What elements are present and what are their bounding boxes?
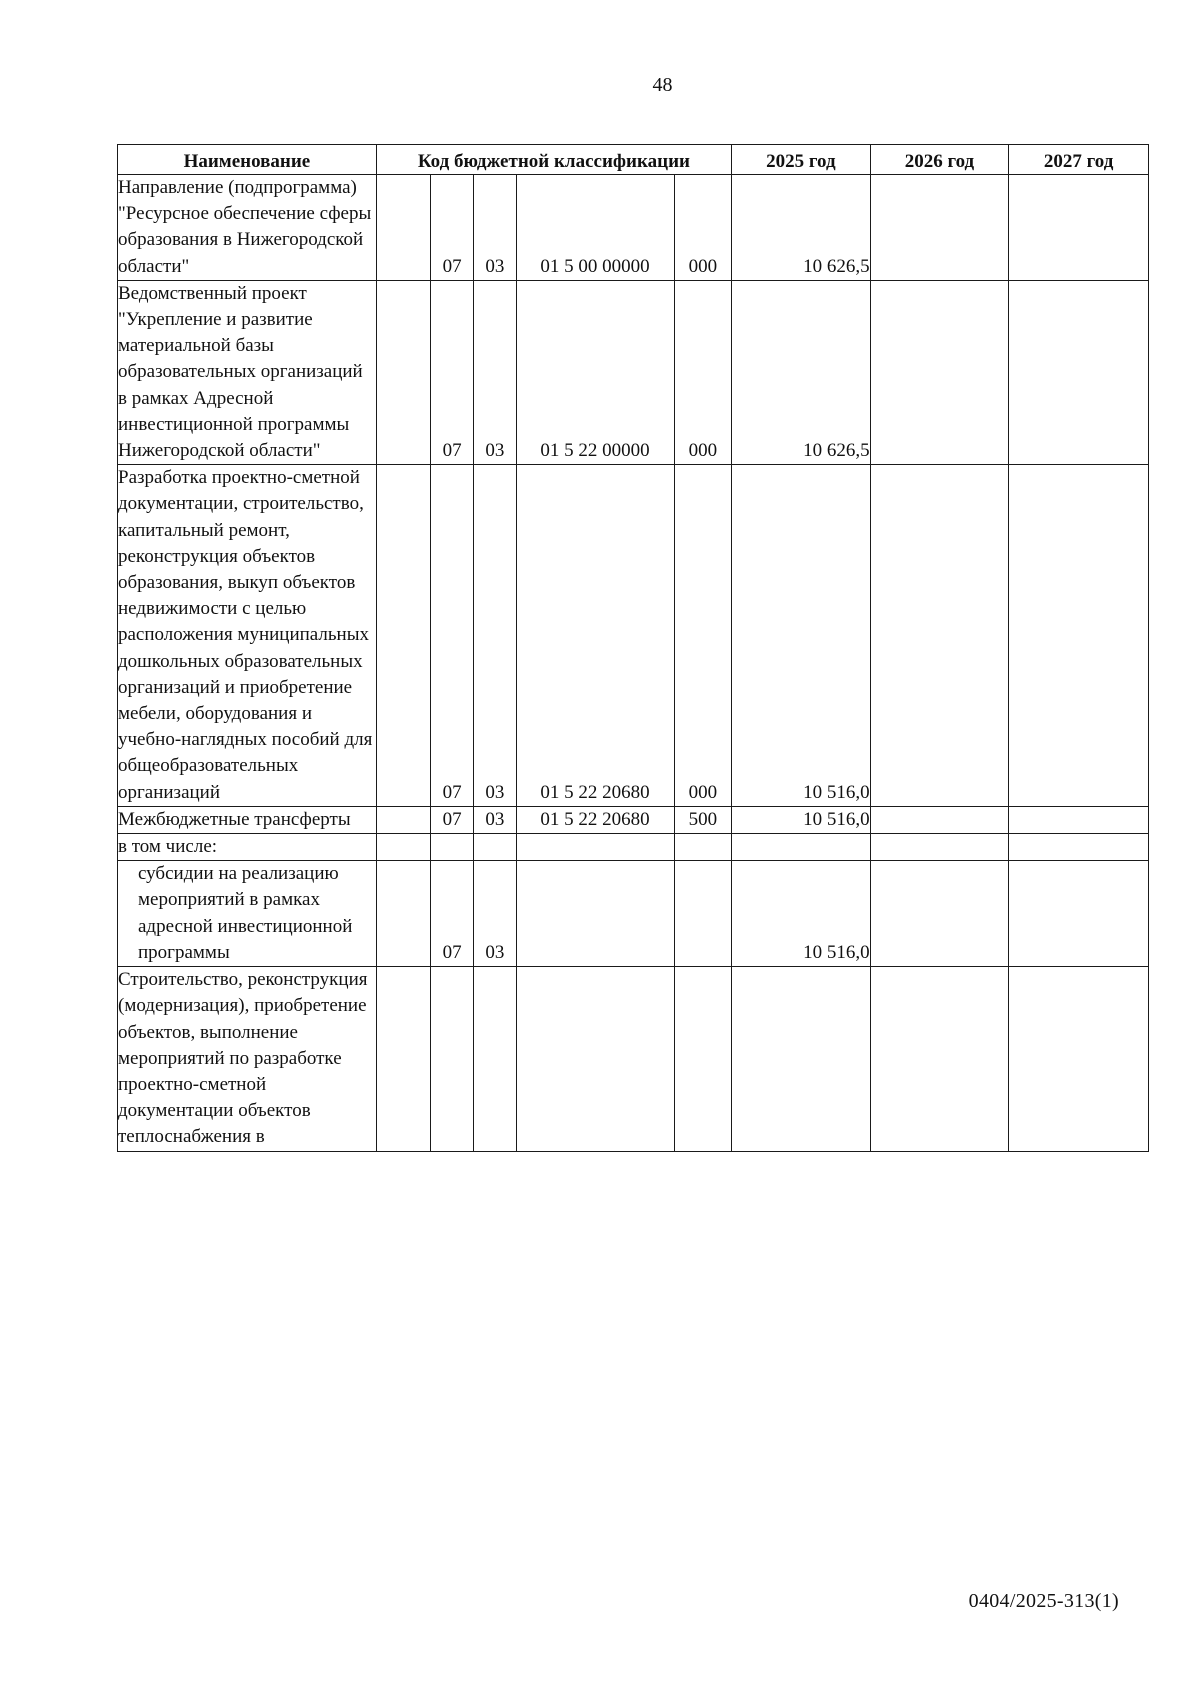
row-name: субсидии на реализацию мероприятий в рамках адресной инвестиционной программы: [118, 861, 377, 967]
row-2025: 10 516,0: [732, 861, 871, 967]
row-vr: 000: [674, 280, 731, 464]
row-2025: 10 626,5: [732, 280, 871, 464]
header-2026: 2026 год: [870, 145, 1009, 175]
row-podrazdel: 03: [474, 465, 516, 807]
row-2026: [870, 834, 1009, 861]
row-2025: [732, 834, 871, 861]
row-2026: [870, 806, 1009, 833]
row-2027: [1009, 465, 1149, 807]
row-csr: [516, 967, 674, 1151]
row-razdel: [430, 834, 473, 861]
row-csr: 01 5 22 00000: [516, 280, 674, 464]
row-name: Строительство, реконструкция (модернизация), приобретение объектов, выполнение мероприятий по разработке проектно-сметной документации объектов теплоснабжения в: [118, 967, 377, 1151]
header-2027: 2027 год: [1009, 145, 1149, 175]
row-razdel: 07: [430, 465, 473, 807]
row-2025: 10 516,0: [732, 465, 871, 807]
row-2025: 10 516,0: [732, 806, 871, 833]
table-row: [118, 465, 1149, 807]
row-csr: 01 5 00 00000: [516, 175, 674, 281]
row-2026: [870, 280, 1009, 464]
row-empty-col: [376, 861, 430, 967]
row-empty-col: [376, 280, 430, 464]
row-podrazdel: [474, 834, 516, 861]
table-row: [118, 834, 1149, 861]
row-name: Разработка проектно-сметной документации, строительство, капитальный ремонт, реконструкция объектов образования, выкуп объектов недвижимости с целью расположения муниципальных дошкольных образовательных организаций и приобретение мебели, оборудования и учебно-наглядных пособий для общеобразовательных организаций: [118, 465, 377, 807]
row-vr: [674, 861, 731, 967]
table-row: [118, 806, 1149, 833]
row-empty-col: [376, 175, 430, 281]
row-podrazdel: 03: [474, 175, 516, 281]
row-vr: 000: [674, 465, 731, 807]
row-empty-col: [376, 967, 430, 1151]
row-2026: [870, 967, 1009, 1151]
row-razdel: 07: [430, 806, 473, 833]
row-podrazdel: 03: [474, 861, 516, 967]
row-podrazdel: 03: [474, 806, 516, 833]
row-vr: [674, 967, 731, 1151]
row-name: Ведомственный проект "Укрепление и развитие материальной базы образовательных организаций в рамках Адресной инвестиционной программы Нижегородской области": [118, 280, 377, 464]
header-2025: 2025 год: [732, 145, 871, 175]
row-vr: [674, 834, 731, 861]
row-podrazdel: 03: [474, 280, 516, 464]
row-razdel: 07: [430, 861, 473, 967]
row-empty-col: [376, 465, 430, 807]
table-row: [118, 175, 1149, 281]
row-2027: [1009, 806, 1149, 833]
budget-table: [117, 144, 1149, 1152]
row-razdel: 07: [430, 175, 473, 281]
row-2027: [1009, 967, 1149, 1151]
row-2026: [870, 465, 1009, 807]
row-2027: [1009, 175, 1149, 281]
row-csr: [516, 834, 674, 861]
row-name: Межбюджетные трансферты: [118, 806, 377, 833]
row-2027: [1009, 834, 1149, 861]
row-empty-col: [376, 806, 430, 833]
row-csr: 01 5 22 20680: [516, 465, 674, 807]
row-csr: 01 5 22 20680: [516, 806, 674, 833]
row-empty-col: [376, 834, 430, 861]
row-razdel: 07: [430, 280, 473, 464]
row-2025: 10 626,5: [732, 175, 871, 281]
row-razdel: [430, 967, 473, 1151]
row-2026: [870, 175, 1009, 281]
row-2027: [1009, 280, 1149, 464]
page-number: 48: [652, 74, 673, 96]
row-vr: 000: [674, 175, 731, 281]
row-vr: 500: [674, 806, 731, 833]
row-podrazdel: [474, 967, 516, 1151]
header-name: Наименование: [118, 145, 377, 175]
table-row: [118, 967, 1149, 1151]
header-budget-code: Код бюджетной классификации: [376, 145, 731, 175]
table-header-row: [118, 145, 1149, 175]
table-row: [118, 280, 1149, 464]
row-2025: [732, 967, 871, 1151]
row-2026: [870, 861, 1009, 967]
row-name: в том числе:: [118, 834, 377, 861]
row-name: Направление (подпрограмма) "Ресурсное обеспечение сферы образования в Нижегородской области": [118, 175, 377, 281]
row-2027: [1009, 861, 1149, 967]
document-code: 0404/2025-313(1): [968, 1590, 1119, 1612]
table-row: [118, 861, 1149, 967]
row-csr: [516, 861, 674, 967]
